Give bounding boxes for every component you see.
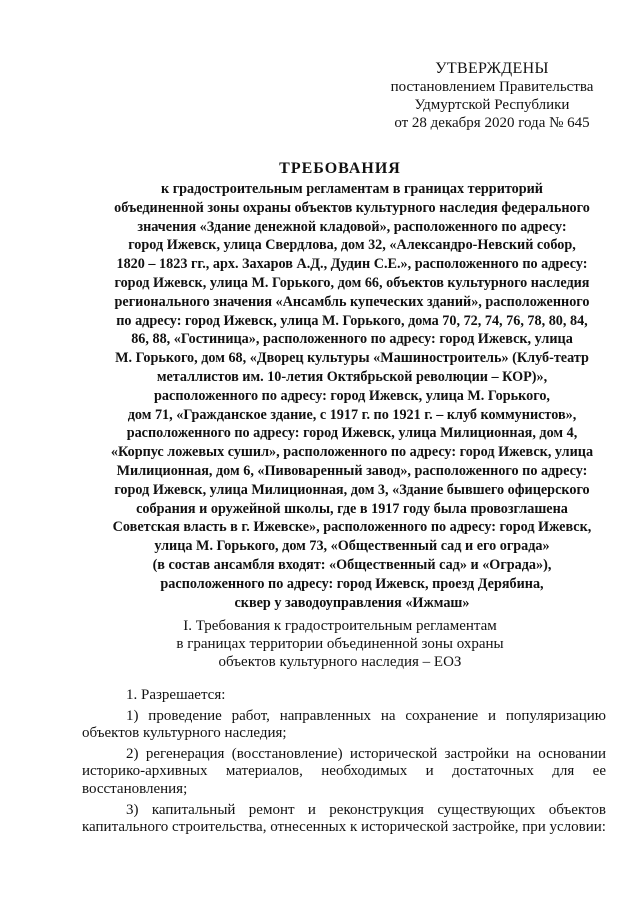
subtitle-line: Милиционная, дом 6, «Пивоваренный завод», расположенного по адресу: [116,462,588,479]
paragraph-subitem-3: 3) капитальный ремонт и реконструкция существующих объектов капитального строительства, отнесенных к исторической застройке, при условии: [82,801,606,836]
section-heading-line: I. Требования к градостроительным регламентам [183,618,497,634]
subtitle-line: объединенной зоны охраны объектов культурного наследия федерального [114,199,590,216]
subtitle-line: Советская власть в г. Ижевске», расположенного по адресу: город Ижевск, [112,519,592,536]
subtitle-line: 86, 88, «Гостиница», расположенного по адресу: город Ижевск, улица [131,331,573,348]
subtitle-line: расположенного по адресу: город Ижевск, проезд Дерябина, [160,575,544,592]
document-subtitle [82,180,622,612]
approval-title: УТВЕРЖДЕНЫ [435,60,549,77]
subtitle-line: город Ижевск, улица Свердлова, дом 32, «Александро-Невский собор, [128,237,576,254]
subtitle-line: металлистов им. 10-летия Октябрьской революции – КОР)», [156,368,548,385]
subtitle-line: город Ижевск, улица М. Горького, дом 66, объектов культурного наследия [114,274,590,291]
document-title: ТРЕБОВАНИЯ [279,160,401,177]
subtitle-line: собрания и оружейной школы, где в 1917 году была провозглашена [136,500,568,517]
paragraph-subitem-1: 1) проведение работ, направленных на сохранение и популяризацию объектов культурного наследия; [82,707,606,742]
body-text [82,687,606,837]
subtitle-line: улица М. Горького, дом 73, «Общественный сад и его ограда» [154,538,550,555]
subtitle-line: дом 71, «Гражданское здание, с 1917 г. по 1921 г. – клуб коммунистов», [127,406,577,423]
subtitle-line: расположенного по адресу: город Ижевск, улица Милиционная, дом 4, [126,425,578,442]
subtitle-line: М. Горького, дом 68, «Дворец культуры «Машиностроитель» (Клуб-театр [115,350,589,367]
approval-line: от 28 декабря 2020 года № 645 [394,115,590,131]
subtitle-line: расположенного по адресу: город Ижевск, улица М. Горького, [154,387,550,404]
subtitle-line: сквер у заводоуправления «Ижмаш» [234,594,470,611]
subtitle-line: к градостроительным регламентам в границах территорий [161,181,543,197]
section-heading-line: в границах территории объединенной зоны охраны [176,636,504,652]
section-heading [120,617,560,671]
paragraph-item-1: 1. Разрешается: [126,687,226,703]
approval-line: Удмуртской Республики [414,97,570,113]
subtitle-line: «Корпус ложевых сушил», расположенного по адресу: город Ижевск, улица [110,444,594,461]
approval-block [372,60,612,132]
subtitle-line: 1820 – 1823 гг., арх. Захаров А.Д., Дудин С.Е.», расположенного по адресу: [116,256,588,273]
approval-line: постановлением Правительства [390,79,594,95]
section-heading-line: объектов культурного наследия – ЕОЗ [218,654,462,670]
subtitle-line: по адресу: город Ижевск, улица М. Горького, дома 70, 72, 74, 76, 78, 80, 84, [116,312,588,329]
subtitle-line: регионального значения «Ансамбль купеческих зданий», расположенного [114,293,590,310]
paragraph-subitem-2: 2) регенерация (восстановление) исторической застройки на основании историко-архивных материалов, необходимых и достаточных для ее восстановления; [82,745,606,797]
subtitle-line: значения «Здание денежной кладовой», расположенного по адресу: [137,218,567,235]
subtitle-line: (в состав ансамбля входят: «Общественный сад» и «Ограда»), [152,556,552,573]
subtitle-line: город Ижевск, улица Милиционная, дом 3, «Здание бывшего офицерского [114,481,590,498]
